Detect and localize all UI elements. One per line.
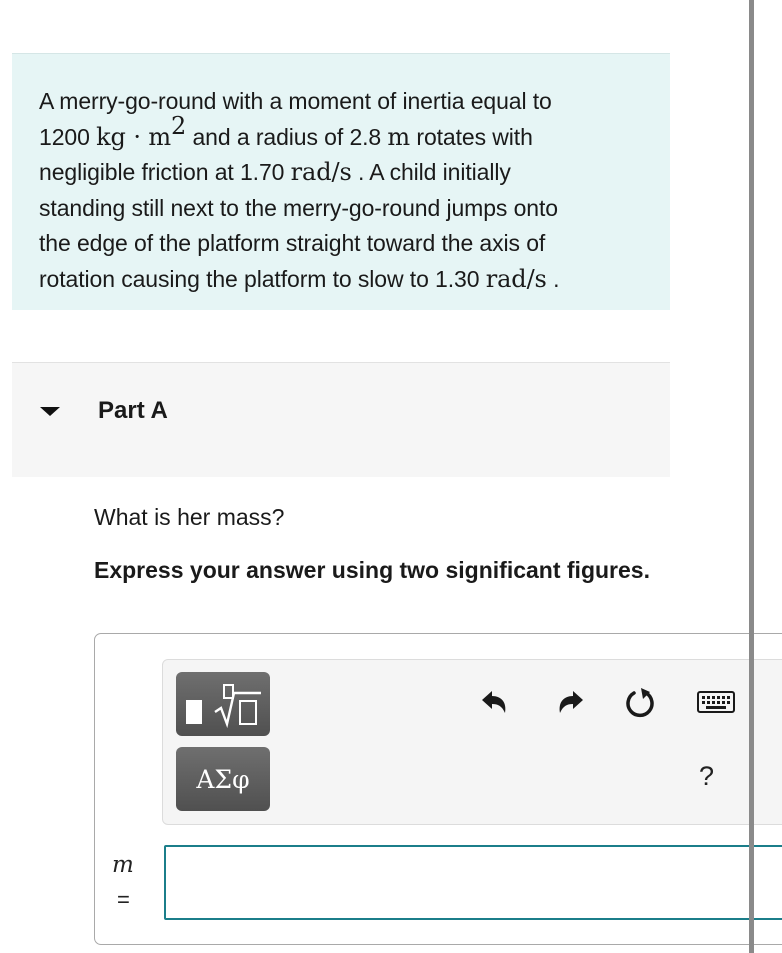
answer-input[interactable]	[164, 845, 782, 920]
undo-button[interactable]	[475, 682, 515, 722]
radius-unit: m	[387, 122, 411, 151]
problem-line-6	[39, 262, 644, 298]
caret-down-icon[interactable]	[40, 407, 60, 416]
undo-icon	[479, 688, 511, 716]
part-a-header[interactable]	[12, 362, 670, 477]
redo-icon	[554, 688, 586, 716]
redo-button[interactable]	[550, 682, 590, 722]
help-button[interactable]: ?	[699, 761, 715, 791]
radius-text: and a radius of 2.8	[186, 123, 388, 150]
templates-icon	[183, 679, 263, 729]
symbols-label: ΑΣφ	[196, 764, 250, 794]
problem-statement	[12, 53, 670, 310]
math-toolbar	[162, 659, 782, 825]
inertia-unit: kg · m	[96, 122, 172, 151]
answer-instruction: Express your answer using two significant figures.	[94, 557, 650, 583]
inertia-value: 1200	[39, 123, 90, 150]
problem-line-4: standing still next to the merry-go-round jumps onto	[39, 194, 558, 221]
problem-line-6-tail: .	[546, 265, 560, 292]
initial-speed-text: negligible friction at 1.70	[39, 159, 291, 185]
keyboard-icon	[697, 691, 735, 713]
answer-equals: =	[117, 887, 130, 912]
inertia-unit-exponent: 2	[171, 111, 187, 140]
keyboard-button[interactable]	[696, 682, 736, 722]
initial-speed-unit: rad/s	[290, 158, 352, 186]
templates-button[interactable]	[176, 672, 270, 736]
problem-line-3-tail: . A child initially	[351, 159, 511, 185]
problem-line-2	[39, 111, 644, 156]
part-title: Part A	[98, 397, 168, 424]
symbols-button[interactable]	[176, 747, 270, 811]
problem-line-1: A merry-go-round with a moment of inertia equal to	[39, 88, 552, 114]
reset-icon	[623, 685, 657, 719]
question-text: What is her mass?	[94, 504, 285, 530]
answer-panel	[94, 633, 782, 945]
answer-variable: m	[112, 852, 134, 878]
scrollbar[interactable]	[749, 0, 754, 953]
final-speed-unit: rad/s	[485, 264, 547, 293]
problem-line-5: the edge of the platform straight toward the axis of	[39, 230, 546, 256]
problem-line-2-tail: rotates with	[410, 123, 533, 150]
reset-button[interactable]	[620, 682, 660, 722]
problem-line-3	[39, 155, 644, 191]
final-speed-text: rotation causing the platform to slow to 1.30	[39, 265, 486, 292]
